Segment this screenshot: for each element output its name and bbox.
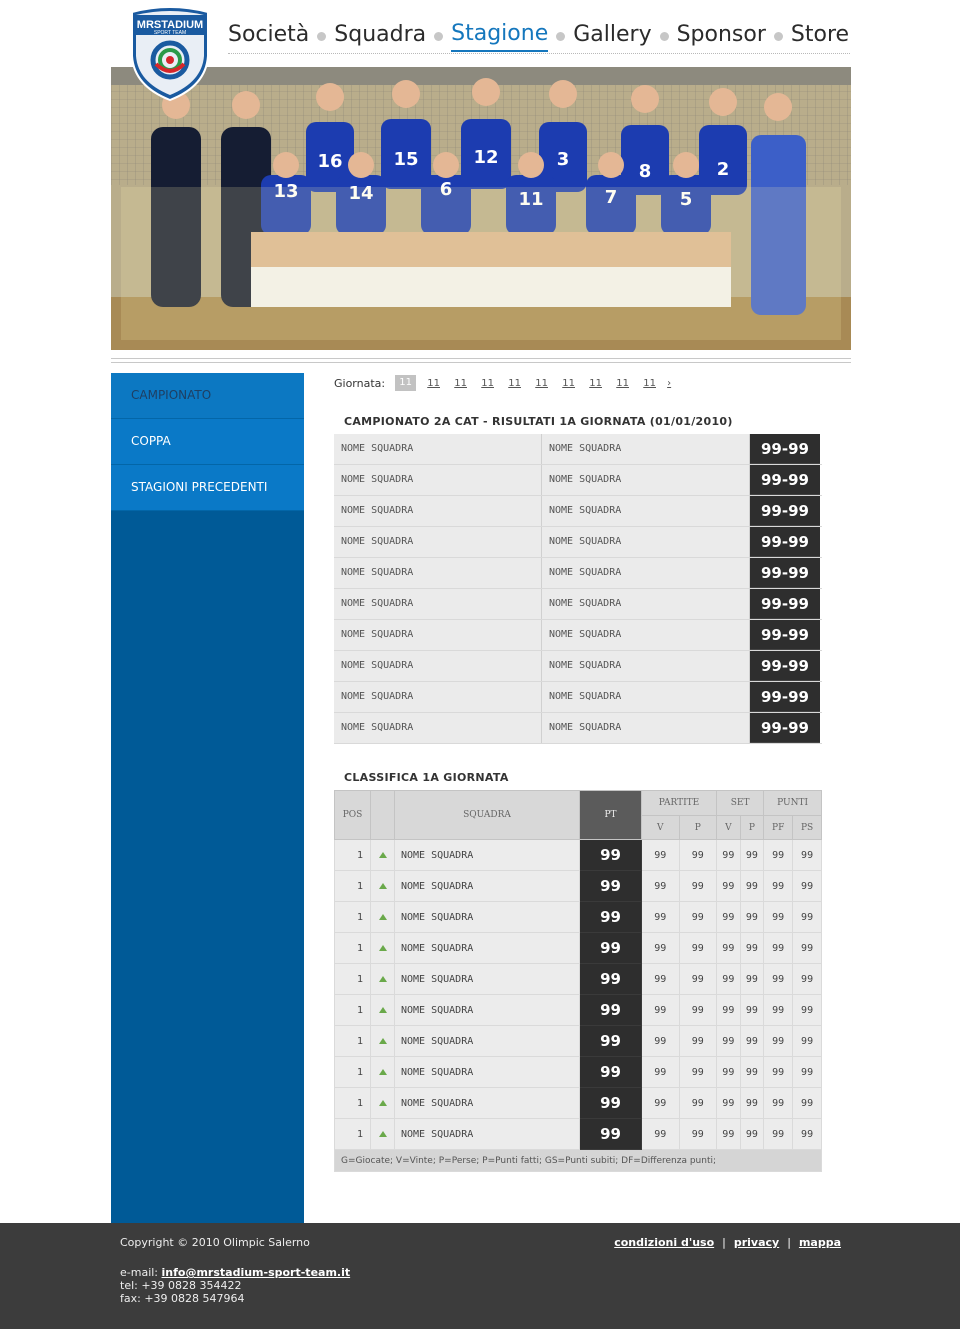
points-against: 99: [793, 995, 822, 1026]
match-score: 99-99: [750, 620, 820, 650]
away-team: NOME SQUADRA: [542, 620, 750, 650]
result-row: [334, 558, 822, 589]
matches-lost: 99: [679, 871, 717, 902]
matches-won: 99: [642, 1057, 680, 1088]
home-team: NOME SQUADRA: [334, 558, 542, 588]
points: 99: [580, 1088, 642, 1119]
points-for: 99: [764, 933, 793, 964]
matches-lost: 99: [679, 902, 717, 933]
jersey-number: 16: [317, 151, 343, 172]
results-table: [334, 434, 822, 744]
standings-row: [335, 871, 822, 902]
trend-up-icon: [371, 1057, 395, 1088]
standings-row: [335, 964, 822, 995]
matches-lost: 99: [679, 964, 717, 995]
home-team: NOME SQUADRA: [334, 589, 542, 619]
team-name: NOME SQUADRA: [395, 1088, 580, 1119]
position: 1: [335, 964, 371, 995]
jersey-number: 3: [556, 149, 570, 170]
sets-won: 99: [717, 840, 741, 871]
logo-text: MRSTADIUM: [136, 19, 204, 31]
away-team: NOME SQUADRA: [542, 651, 750, 681]
jersey-number: 6: [439, 179, 453, 200]
home-team: NOME SQUADRA: [334, 682, 542, 712]
col-pos: POS: [335, 791, 371, 840]
sets-lost: 99: [740, 871, 764, 902]
nav-dot-icon: [774, 32, 783, 41]
trend-up-icon: [371, 902, 395, 933]
nav-item-stagione[interactable]: Stagione: [451, 21, 548, 52]
match-score: 99-99: [750, 651, 820, 681]
sets-lost: 99: [740, 933, 764, 964]
col-group-set: SET: [717, 791, 764, 816]
logo-shield-icon[interactable]: [128, 4, 212, 102]
matches-won: 99: [642, 1088, 680, 1119]
away-team: NOME SQUADRA: [542, 682, 750, 712]
giornata-page[interactable]: 11: [508, 377, 521, 389]
trend-up-icon: [371, 933, 395, 964]
sets-lost: 99: [740, 995, 764, 1026]
standings-row: [335, 933, 822, 964]
trend-up-icon: [371, 840, 395, 871]
nav-item-squadra[interactable]: Squadra: [334, 21, 427, 47]
jersey-number: 8: [638, 161, 652, 182]
points-for: 99: [764, 840, 793, 871]
col-group-partite: PARTITE: [642, 791, 717, 816]
result-row: [334, 620, 822, 651]
matches-lost: 99: [679, 1088, 717, 1119]
standings-row: [335, 1026, 822, 1057]
nav-divider: [228, 53, 850, 54]
giornata-page-current[interactable]: 11: [395, 375, 416, 391]
home-team: NOME SQUADRA: [334, 465, 542, 495]
points-for: 99: [764, 964, 793, 995]
result-row: [334, 496, 822, 527]
col-punti-pf: PF: [764, 816, 793, 840]
points-against: 99: [793, 1026, 822, 1057]
trend-up-icon: [371, 1026, 395, 1057]
position: 1: [335, 995, 371, 1026]
nav-dot-icon: [556, 32, 565, 41]
position: 1: [335, 1088, 371, 1119]
footer-link-map[interactable]: mappa: [798, 1236, 841, 1249]
link-separator: |: [787, 1236, 791, 1249]
sets-won: 99: [717, 871, 741, 902]
standings-row: [335, 1088, 822, 1119]
jersey-number: 5: [679, 189, 693, 210]
col-punti-ps: PS: [793, 816, 822, 840]
footer-links: [614, 1236, 841, 1249]
standings-legend: G=Giocate; V=Vinte; P=Perse; P=Punti fatti; GS=Punti subiti; DF=Differenza punti;: [335, 1150, 822, 1172]
sets-lost: 99: [740, 1057, 764, 1088]
away-team: NOME SQUADRA: [542, 527, 750, 557]
sets-lost: 99: [740, 840, 764, 871]
col-set-v: V: [717, 816, 741, 840]
results-title: CAMPIONATO 2A CAT - RISULTATI 1A GIORNATA (01/01/2010): [344, 415, 733, 428]
points: 99: [580, 933, 642, 964]
giornata-pager: [334, 374, 671, 392]
away-team: NOME SQUADRA: [542, 496, 750, 526]
trend-up-icon: [371, 871, 395, 902]
match-score: 99-99: [750, 682, 820, 712]
nav-dot-icon: [434, 32, 443, 41]
matches-won: 99: [642, 840, 680, 871]
sidebar-item-campionato[interactable]: CAMPIONATO: [111, 373, 304, 419]
jersey-number: 12: [473, 147, 499, 168]
matches-lost: 99: [679, 840, 717, 871]
nav-item-gallery[interactable]: Gallery: [573, 21, 652, 47]
sets-lost: 99: [740, 964, 764, 995]
standings-row: [335, 995, 822, 1026]
nav-item-sponsor[interactable]: Sponsor: [676, 21, 766, 47]
position: 1: [335, 840, 371, 871]
standings-row: [335, 840, 822, 871]
giornata-next-link[interactable]: ›: [667, 377, 672, 389]
contact-info: [120, 1266, 350, 1305]
standings-row: [335, 1057, 822, 1088]
photo-overlay: [121, 187, 841, 340]
team-name: NOME SQUADRA: [395, 902, 580, 933]
sets-lost: 99: [740, 902, 764, 933]
email-link[interactable]: info@mrstadium-sport-team.it: [161, 1266, 351, 1279]
standings-title: CLASSIFICA 1A GIORNATA: [344, 771, 509, 784]
points-for: 99: [764, 1119, 793, 1150]
points: 99: [580, 840, 642, 871]
standings-row: [335, 1119, 822, 1150]
match-score: 99-99: [750, 527, 820, 557]
divider: [111, 358, 851, 359]
matches-lost: 99: [679, 1026, 717, 1057]
match-score: 99-99: [750, 713, 820, 743]
home-team: NOME SQUADRA: [334, 434, 542, 464]
match-score: 99-99: [750, 589, 820, 619]
giornata-page[interactable]: 11: [481, 377, 494, 389]
sets-won: 99: [717, 1026, 741, 1057]
nav-item-store[interactable]: Store: [790, 21, 850, 47]
sets-won: 99: [717, 964, 741, 995]
team-name: NOME SQUADRA: [395, 1026, 580, 1057]
jersey-number: 7: [604, 187, 618, 208]
col-set-p: P: [740, 816, 764, 840]
away-team: NOME SQUADRA: [542, 558, 750, 588]
trend-up-icon: [371, 964, 395, 995]
giornata-page[interactable]: 11: [643, 377, 656, 389]
points-against: 99: [793, 933, 822, 964]
trend-up-icon: [371, 995, 395, 1026]
matches-won: 99: [642, 871, 680, 902]
matches-lost: 99: [679, 1057, 717, 1088]
matches-won: 99: [642, 1026, 680, 1057]
giornata-page[interactable]: 11: [454, 377, 467, 389]
main-nav: [228, 18, 849, 54]
matches-won: 99: [642, 902, 680, 933]
sets-won: 99: [717, 933, 741, 964]
copyright: Copyright © 2010 Olimpic Salerno: [120, 1236, 310, 1249]
points-against: 99: [793, 840, 822, 871]
result-row: [334, 589, 822, 620]
nav-dot-icon: [660, 32, 669, 41]
jersey-number: 14: [348, 183, 374, 204]
standings-row: [335, 902, 822, 933]
giornata-page[interactable]: 11: [616, 377, 629, 389]
matches-lost: 99: [679, 995, 717, 1026]
divider: [111, 362, 851, 363]
jersey-number: 2: [716, 159, 730, 180]
footer-link-privacy[interactable]: privacy: [733, 1236, 780, 1249]
team-name: NOME SQUADRA: [395, 1057, 580, 1088]
points-against: 99: [793, 1119, 822, 1150]
sets-won: 99: [717, 902, 741, 933]
points-for: 99: [764, 902, 793, 933]
nav-item-societa[interactable]: Società: [228, 21, 310, 47]
match-score: 99-99: [750, 465, 820, 495]
col-partite-v: V: [642, 816, 680, 840]
points: 99: [580, 902, 642, 933]
trend-up-icon: [371, 1088, 395, 1119]
matches-lost: 99: [679, 933, 717, 964]
home-team: NOME SQUADRA: [334, 651, 542, 681]
giornata-label: Giornata:: [334, 376, 386, 390]
jersey-number: 15: [393, 149, 419, 170]
col-team: SQUADRA: [395, 791, 580, 840]
team-name: NOME SQUADRA: [395, 840, 580, 871]
giornata-page[interactable]: 11: [535, 377, 548, 389]
col-group-punti: PUNTI: [764, 791, 822, 816]
footer: [0, 1223, 960, 1329]
points: 99: [580, 1057, 642, 1088]
home-team: NOME SQUADRA: [334, 496, 542, 526]
points: 99: [580, 871, 642, 902]
away-team: NOME SQUADRA: [542, 465, 750, 495]
home-team: NOME SQUADRA: [334, 620, 542, 650]
sets-won: 99: [717, 1119, 741, 1150]
team-name: NOME SQUADRA: [395, 995, 580, 1026]
matches-won: 99: [642, 964, 680, 995]
position: 1: [335, 933, 371, 964]
logo-subtext: SPORT TEAM: [153, 30, 187, 36]
match-score: 99-99: [750, 434, 820, 464]
giornata-page[interactable]: 11: [589, 377, 602, 389]
jersey-number: 13: [273, 181, 299, 202]
result-row: [334, 682, 822, 713]
giornata-page[interactable]: 11: [427, 377, 440, 389]
team-name: NOME SQUADRA: [395, 933, 580, 964]
fax: fax: +39 0828 547964: [120, 1292, 245, 1305]
matches-won: 99: [642, 933, 680, 964]
standings-table: [334, 790, 822, 1172]
result-row: [334, 651, 822, 682]
points-against: 99: [793, 871, 822, 902]
footer-link-conditions[interactable]: condizioni d'uso: [614, 1236, 715, 1249]
trend-up-icon: [371, 1119, 395, 1150]
position: 1: [335, 1057, 371, 1088]
points-against: 99: [793, 1088, 822, 1119]
points-for: 99: [764, 1088, 793, 1119]
team-name: NOME SQUADRA: [395, 964, 580, 995]
match-score: 99-99: [750, 496, 820, 526]
result-row: [334, 713, 822, 744]
col-trend: [371, 791, 395, 840]
home-team: NOME SQUADRA: [334, 713, 542, 743]
points-for: 99: [764, 1057, 793, 1088]
result-row: [334, 434, 822, 465]
giornata-page[interactable]: 11: [562, 377, 575, 389]
points-for: 99: [764, 995, 793, 1026]
points-against: 99: [793, 964, 822, 995]
away-team: NOME SQUADRA: [542, 713, 750, 743]
jersey-number: 11: [518, 189, 544, 210]
email-label: e-mail:: [120, 1266, 159, 1279]
points-against: 99: [793, 1057, 822, 1088]
link-separator: |: [722, 1236, 726, 1249]
sidebar-item-stagioni-precedenti[interactable]: STAGIONI PRECEDENTI: [111, 465, 304, 511]
sets-won: 99: [717, 1057, 741, 1088]
position: 1: [335, 871, 371, 902]
points-for: 99: [764, 871, 793, 902]
points: 99: [580, 995, 642, 1026]
result-row: [334, 465, 822, 496]
col-partite-p: P: [679, 816, 717, 840]
matches-lost: 99: [679, 1119, 717, 1150]
result-row: [334, 527, 822, 558]
team-name: NOME SQUADRA: [395, 871, 580, 902]
col-pt: PT: [580, 791, 642, 840]
team-name: NOME SQUADRA: [395, 1119, 580, 1150]
points-against: 99: [793, 902, 822, 933]
sets-lost: 99: [740, 1026, 764, 1057]
team-photo: [111, 67, 851, 350]
points-for: 99: [764, 1026, 793, 1057]
nav-dot-icon: [317, 32, 326, 41]
sets-lost: 99: [740, 1119, 764, 1150]
away-team: NOME SQUADRA: [542, 434, 750, 464]
position: 1: [335, 1119, 371, 1150]
matches-won: 99: [642, 995, 680, 1026]
sidebar: [111, 373, 304, 1223]
match-score: 99-99: [750, 558, 820, 588]
points: 99: [580, 1026, 642, 1057]
sets-lost: 99: [740, 1088, 764, 1119]
points: 99: [580, 1119, 642, 1150]
position: 1: [335, 902, 371, 933]
points: 99: [580, 964, 642, 995]
sidebar-item-coppa[interactable]: COPPA: [111, 419, 304, 465]
sets-won: 99: [717, 1088, 741, 1119]
position: 1: [335, 1026, 371, 1057]
away-team: NOME SQUADRA: [542, 589, 750, 619]
sets-won: 99: [717, 995, 741, 1026]
matches-won: 99: [642, 1119, 680, 1150]
tel: tel: +39 0828 354422: [120, 1279, 242, 1292]
home-team: NOME SQUADRA: [334, 527, 542, 557]
